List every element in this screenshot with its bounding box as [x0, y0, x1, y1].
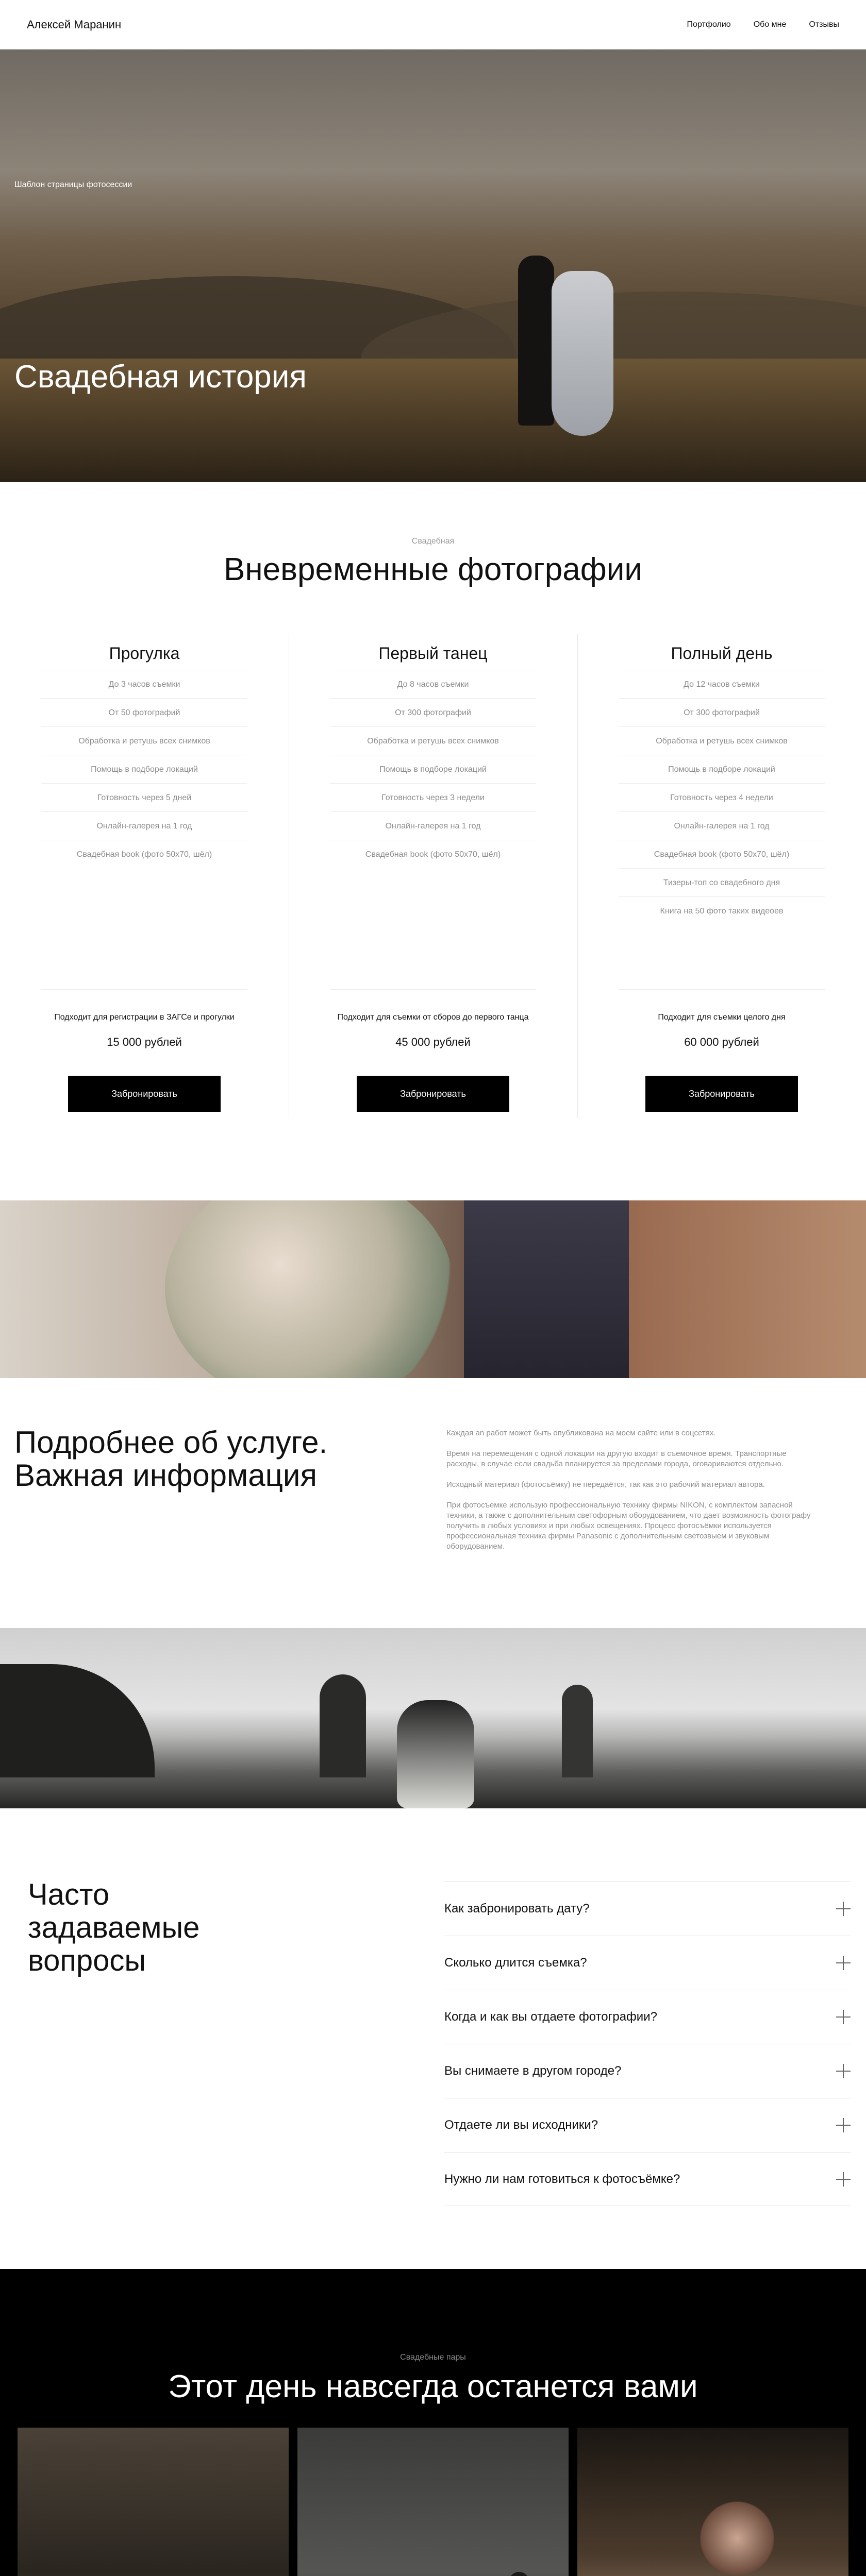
info-title: Подробнее об услуге. Важная информация — [14, 1425, 328, 1493]
plan-name: Полный день — [671, 644, 773, 663]
plan-feature: От 300 фотографий — [330, 698, 536, 726]
plan-feature: Свадебная book (фото 50x70, шёл) — [330, 840, 536, 868]
hero-image — [0, 49, 866, 482]
plan-feature: Обработка и ретушь всех снимков — [619, 726, 825, 755]
pricing-label: Свадебная — [411, 537, 455, 546]
faq-item[interactable] — [444, 1990, 851, 2044]
plan-price: 60 000 рублей — [684, 1036, 759, 1048]
pricing-title: Вневременные фотографии — [224, 552, 642, 587]
plan-feature: До 8 часов съемки — [330, 670, 536, 698]
book-button-first-dance[interactable]: Забронировать — [357, 1076, 509, 1112]
main-nav — [687, 20, 839, 29]
plan-card-full-day — [619, 644, 825, 1133]
faq-item[interactable] — [444, 1936, 851, 1990]
plan-note: Подходит для регистрации в ЗАГСе и прогулки — [41, 989, 247, 1022]
hero-title: Свадебная история — [14, 359, 307, 395]
plan-feature: Обработка и ретушь всех снимков — [41, 726, 247, 755]
faq-item[interactable] — [444, 1882, 851, 1936]
book-button-full-day[interactable]: Забронировать — [645, 1076, 798, 1112]
plan-feature: Книга на 50 фото таких видеоев — [619, 896, 825, 925]
hero-groom — [518, 256, 554, 426]
plan-feature: Обработка и ретушь всех снимков — [330, 726, 536, 755]
plan-feature: Онлайн-галерея на 1 год — [330, 811, 536, 840]
beach-photo — [0, 1628, 866, 1808]
faq-question: Отдаете ли вы исходники? — [444, 2118, 598, 2132]
plan-feature: Свадебная book (фото 50x70, шёл) — [41, 840, 247, 868]
divider — [577, 634, 578, 1118]
plan-card-first-dance — [330, 644, 536, 1133]
faq-item[interactable] — [444, 2152, 851, 2206]
faq-list — [444, 1882, 851, 2206]
plan-note: Подходит для съемки целого дня — [619, 989, 825, 1022]
plus-icon[interactable] — [836, 2064, 851, 2078]
plan-feature: Готовность через 4 недели — [619, 783, 825, 811]
sea-stack — [509, 2572, 529, 2576]
plus-icon[interactable] — [836, 2118, 851, 2132]
faq-item[interactable] — [444, 2044, 851, 2098]
nav-item-portfolio[interactable]: Портфолио — [687, 20, 731, 29]
cliff-shape — [0, 1664, 155, 1777]
plus-icon[interactable] — [836, 1902, 851, 1916]
plan-feature: До 12 часов съемки — [619, 670, 825, 698]
faq-item[interactable] — [444, 2098, 851, 2152]
plan-feature: Тизеры-топ со свадебного дня — [619, 868, 825, 896]
plan-name: Первый танец — [378, 644, 488, 663]
book-button-walk[interactable]: Забронировать — [68, 1076, 221, 1112]
faq-question: Нужно ли нам готовиться к фотосъёмке? — [444, 2172, 680, 2186]
info-paragraph: Исходный материал (фотосъёмку) не передаётся, так как это рабочий материал автора. — [446, 1480, 765, 1489]
brand-logo[interactable]: Алексей Маранин — [27, 18, 122, 31]
sea-stack — [320, 1674, 366, 1777]
couple-shape — [397, 1700, 474, 1808]
info-text — [446, 1428, 818, 1562]
sea-stack — [562, 1685, 593, 1777]
nav-item-about[interactable]: Обо мне — [753, 20, 787, 29]
plan-card-walk — [41, 644, 247, 1133]
plan-feature: Онлайн-галерея на 1 год — [619, 811, 825, 840]
plan-feature: Готовность через 5 дней — [41, 783, 247, 811]
gallery-label: Свадебные пары — [400, 2353, 466, 2362]
plus-icon[interactable] — [836, 2172, 851, 2187]
plan-name: Прогулка — [109, 644, 180, 663]
gallery-card[interactable] — [18, 2428, 289, 2576]
plan-price: 15 000 рублей — [107, 1036, 182, 1048]
plan-feature: Онлайн-галерея на 1 год — [41, 811, 247, 840]
plan-feature: Помощь в подборе локаций — [41, 755, 247, 783]
plan-feature: Помощь в подборе локаций — [330, 755, 536, 783]
plus-icon[interactable] — [836, 1956, 851, 1970]
plan-feature: Готовность через 3 недели — [330, 783, 536, 811]
plan-price: 45 000 рублей — [395, 1036, 471, 1048]
bouquet-shape — [696, 2495, 778, 2576]
faq-question: Сколько длится съемка? — [444, 1956, 587, 1970]
bouquet-shape — [165, 1200, 454, 1378]
faq-question: Вы снимаете в другом городе? — [444, 2064, 622, 2078]
nav-item-reviews[interactable]: Отзывы — [809, 20, 839, 29]
faq-question: Как забронировать дату? — [444, 1902, 590, 1916]
info-paragraph: Каждая an работ может быть опубликована на моем сайте или в соцсетях. — [446, 1429, 716, 1437]
plan-feature: Помощь в подборе локаций — [619, 755, 825, 783]
plan-feature: Свадебная book (фото 50x70, шёл) — [619, 840, 825, 868]
info-paragraph: При фотосъемке использую профессиональную технику фирмы NIKON, с комплектом запасной техники, а также с дополнительным светофорным оборудованием, что дает возможность фотографу получить в любых условиях и при любых освещениях. Процесс фотосъёмки используется профессиональная техника фирмы Panasonic с дополнительным светозвыем и звуковым оборудованием. — [446, 1501, 811, 1551]
faq-question: Когда и как вы отдаете фотографии? — [444, 2010, 657, 2024]
hero-subtitle: Шаблон страницы фотосессии — [14, 180, 132, 189]
plus-icon[interactable] — [836, 2010, 851, 2024]
gallery-card[interactable] — [297, 2428, 569, 2576]
faq-title: Часто задаваемые вопросы — [28, 1878, 200, 1977]
plan-feature: От 300 фотографий — [619, 698, 825, 726]
plan-feature: От 50 фотографий — [41, 698, 247, 726]
info-paragraph: Время на перемещения с одной локации на другую входит в съемочное время. Транспортные расходы, в случае если свадьба планируется за пределами города, оговариваются отдельно. — [446, 1449, 787, 1468]
plan-note: Подходит для съемки от сборов до первого танца — [330, 989, 536, 1022]
hero-bride — [552, 271, 613, 436]
site-header — [0, 0, 866, 49]
plan-feature: До 3 часов съемки — [41, 670, 247, 698]
gallery-title: Этот день навсегда останется вами — [168, 2369, 698, 2404]
gallery-card[interactable] — [577, 2428, 848, 2576]
suit-shape — [464, 1200, 629, 1378]
bouquet-photo — [0, 1200, 866, 1378]
